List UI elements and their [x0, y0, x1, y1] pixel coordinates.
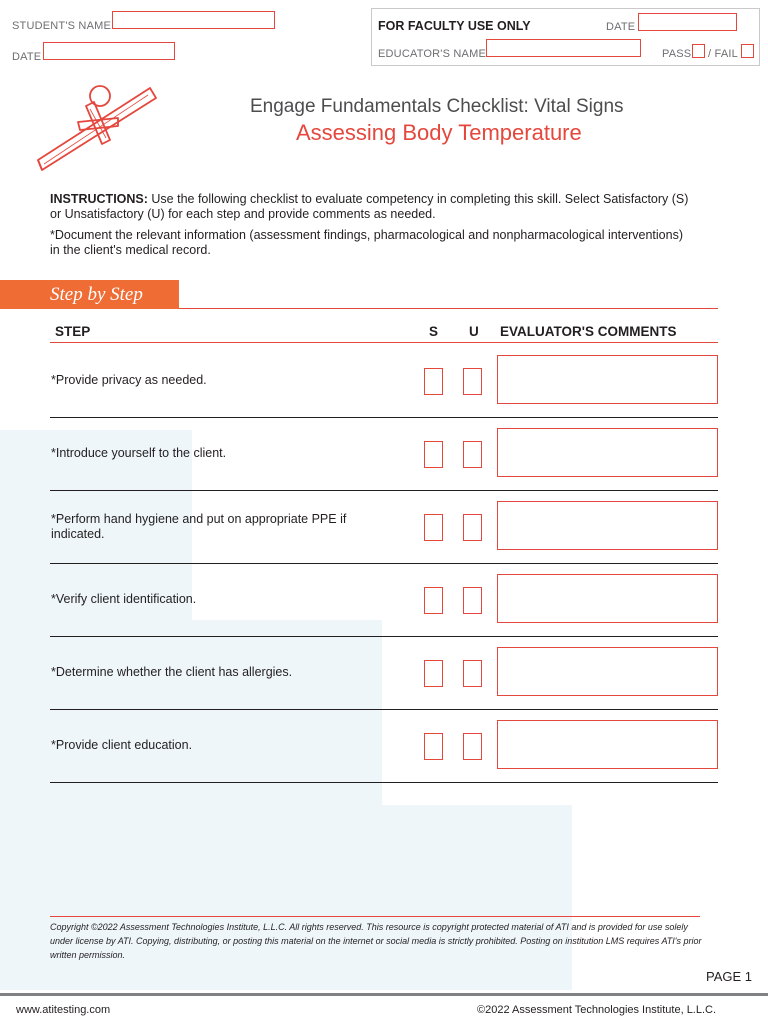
footer-bar	[0, 993, 768, 996]
evaluator-comment-field[interactable]	[497, 574, 718, 623]
evaluator-comment-field[interactable]	[497, 720, 718, 769]
fail-label: / FAIL	[708, 48, 738, 60]
pass-label: PASS	[662, 48, 692, 60]
unsatisfactory-checkbox[interactable]	[463, 587, 482, 614]
row-divider	[50, 563, 718, 564]
instructions-label: INSTRUCTIONS:	[50, 192, 148, 206]
evaluator-comment-field[interactable]	[497, 501, 718, 550]
faculty-date-label: DATE	[606, 21, 636, 33]
unsatisfactory-checkbox[interactable]	[463, 368, 482, 395]
instructions	[50, 192, 690, 221]
banner-rule	[179, 308, 718, 309]
instructions-note: *Document the relevant information (assessment findings, pharmacological and nonpharmacological interventions) in the client's medical record.	[50, 228, 683, 257]
copyright-notice: Copyright ©2022 Assessment Technologies Institute, L.L.C. All rights reserved. This resource is copyright protected material of ATI and is provided for use solely under license by ATI. Copying, distributing, or posting this material on the internet or social media is strictly prohibited. Posting on institution LMS requires ATI's prior written permission.	[50, 922, 702, 960]
step-text: *Determine whether the client has allergies.	[51, 665, 293, 680]
footer-company: ©2022 Assessment Technologies Institute, L.L.C.	[477, 1004, 717, 1016]
row-divider	[50, 417, 718, 418]
row-divider	[50, 490, 718, 491]
evaluator-comment-field[interactable]	[497, 355, 718, 404]
banner-label: Step by Step	[50, 284, 143, 305]
step-text: *Provide privacy as needed.	[51, 373, 207, 388]
col-head-u: U	[469, 324, 479, 339]
step-text: *Verify client identification.	[51, 592, 197, 607]
unsatisfactory-checkbox[interactable]	[463, 733, 482, 760]
faculty-date-field[interactable]	[638, 13, 737, 31]
student-name-label: STUDENT'S NAME	[12, 20, 112, 32]
header-rule	[50, 342, 718, 343]
checklist-title: Engage Fundamentals Checklist: Vital Signs	[250, 96, 624, 117]
faculty-panel	[371, 8, 760, 66]
step-text: *Introduce yourself to the client.	[51, 446, 227, 461]
unsatisfactory-checkbox[interactable]	[463, 660, 482, 687]
instructions-text: Use the following checklist to evaluate competency in completing this skill. Select Satisfactory (S) or Unsatisfactory (U) for each step and provide comments as needed.	[50, 192, 689, 221]
col-head-step: STEP	[55, 324, 91, 339]
step-text: *Provide client education.	[51, 738, 193, 753]
row-divider	[50, 636, 718, 637]
student-date-field[interactable]	[43, 42, 175, 60]
copyright-rule	[50, 916, 700, 917]
satisfactory-checkbox[interactable]	[424, 441, 443, 468]
student-date-label: DATE	[12, 51, 42, 63]
satisfactory-checkbox[interactable]	[424, 587, 443, 614]
skill-title: Assessing Body Temperature	[296, 120, 582, 145]
ati-logo-icon	[30, 82, 162, 177]
evaluator-comment-field[interactable]	[497, 647, 718, 696]
col-head-comments: EVALUATOR'S COMMENTS	[500, 324, 677, 339]
row-divider	[50, 782, 718, 783]
footer-website[interactable]: www.atitesting.com	[16, 1004, 111, 1016]
educator-name-label: EDUCATOR'S NAME	[378, 48, 486, 60]
satisfactory-checkbox[interactable]	[424, 660, 443, 687]
unsatisfactory-checkbox[interactable]	[463, 441, 482, 468]
satisfactory-checkbox[interactable]	[424, 733, 443, 760]
fail-checkbox[interactable]	[741, 44, 754, 58]
col-head-s: S	[429, 324, 439, 339]
evaluator-comment-field[interactable]	[497, 428, 718, 477]
satisfactory-checkbox[interactable]	[424, 368, 443, 395]
unsatisfactory-checkbox[interactable]	[463, 514, 482, 541]
background-tint	[382, 805, 572, 990]
student-name-field[interactable]	[112, 11, 275, 29]
faculty-title: FOR FACULTY USE ONLY	[378, 19, 531, 33]
educator-name-field[interactable]	[486, 39, 641, 57]
pass-checkbox[interactable]	[692, 44, 705, 58]
step-text: *Perform hand hygiene and put on appropriate PPE if indicated.	[51, 512, 347, 541]
row-divider	[50, 709, 718, 710]
step-by-step-banner	[0, 280, 179, 309]
page-number: PAGE 1	[706, 969, 753, 984]
satisfactory-checkbox[interactable]	[424, 514, 443, 541]
